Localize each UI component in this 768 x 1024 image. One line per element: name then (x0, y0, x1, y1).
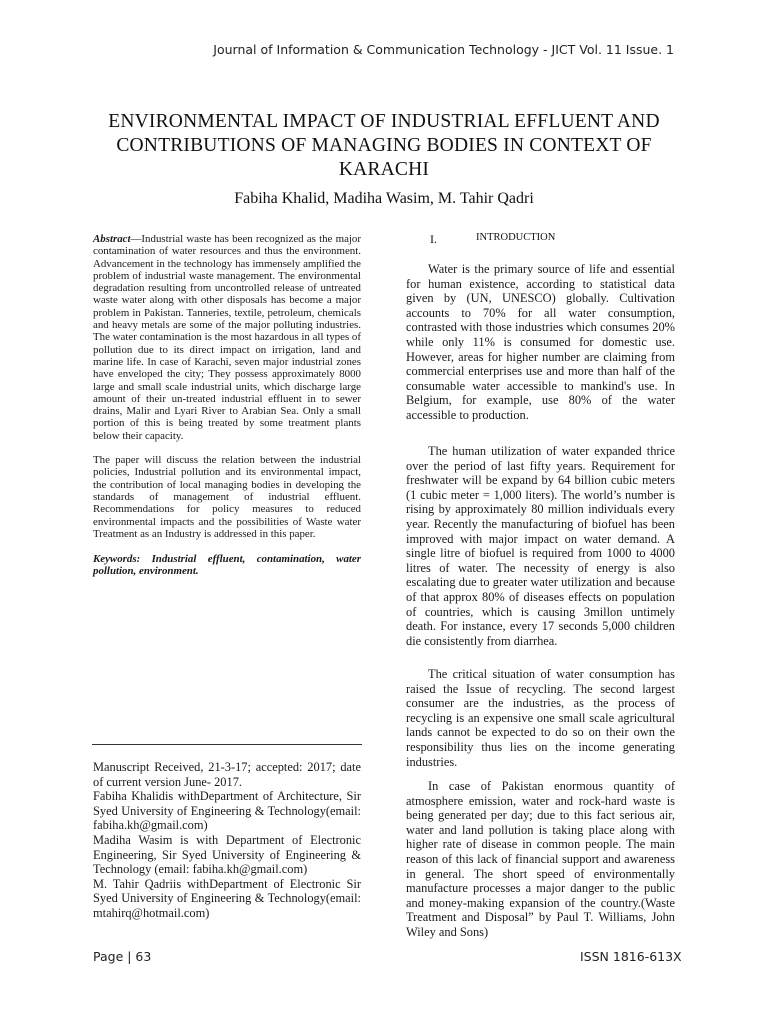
footnote-divider (92, 744, 362, 745)
intro-paragraph-4-text: In case of Pakistan enormous quantity of atmosphere emission, water and rock-hard waste is being generated per day; due to this fact serious air, water and land pollution is taking place along with higher rate of disease in common people. The main reason of this lack of financial support and awareness in general. The short speed of environmentally manufacture processes a major danger to the public and money-making expansion of the country.(Waste Treatment and Disposal” by Paul T. Williams, John Wiley and Sons) (406, 779, 675, 939)
intro-paragraph-1 (406, 262, 675, 423)
section-number: I. (430, 232, 437, 246)
intro-paragraph-3-text: The critical situation of water consumption has raised the Issue of recycling. The second largest consumer are the industries, as the process of recycling is an expensive one small scale agricultural lands cannot be expected to do so on their own the responsibility thus lies on the income generating industries. (406, 667, 675, 769)
intro-paragraph-3 (406, 667, 675, 769)
issn: ISSN 1816-613X (580, 949, 682, 964)
journal-header: Journal of Information & Communication Technology - JICT Vol. 11 Issue. 1 (213, 42, 674, 57)
abstract-text-1: Industrial waste has been recognized as the major contamination of water resources and thus the environment. Advancement in the technology has immensely amplified the problem of industrial waste management. The environmental degradation resulting from uncontrolled release of untreated waste water along with other disposals has become a major problem in Pakistan. Tanneries, textile, petroleum, chemicals and heavy metals are some of the major polluting industries. The water contamination is the most hazardous in all types of pollution due to its direct impact on irrigation, land and marine life. In case of Karachi, seven major industrial zones have enveloped the city; They possess approximately 8000 large and small scale industrial units, which discharge large amount of their un-treated industrial effluent in to sewer drains, Malir and Lyari River to Arabian Sea. Only a small portion of this is being treated by some treatment plants below their capacity. (93, 233, 361, 442)
footnotes (93, 760, 361, 921)
footnote-author-1: Fabiha Khalidis withDepartment of Architecture, Sir Syed University of Engineering & Technology(email: fabiha.kh@gmail.com) (93, 789, 361, 833)
abstract-dash: — (130, 233, 142, 245)
intro-paragraph-4 (406, 779, 675, 940)
intro-paragraph-2 (406, 444, 675, 648)
footnote-author-2: Madiha Wasim is with Department of Electronic Engineering, Sir Syed University of Engineering & Technology (email: fabiha.kh@gmail.com) (93, 832, 361, 877)
abstract-label: Abstract (93, 233, 131, 245)
footnote-author-3: M. Tahir Qadriis withDepartment of Electronic Sir Syed University of Engineering & Technology(email: mtahirq@hotmail.com) (93, 876, 361, 920)
author-list: Fabiha Khalid, Madiha Wasim, M. Tahir Qadri (234, 190, 534, 207)
intro-paragraph-1-text: Water is the primary source of life and essential for human existence, according to statistical data given by (UN, UNESCO) globally. Cultivation accounts to 70% for all water consumption, contrasted with those industries which consumes 20% while only 11% is consumed for domestic use. However, areas for higher number are claiming from commercial enterprises use and more than half of the consumable water accessible to mankind's use. In Belgium, for example, use 80% of the water accessible to production. (406, 262, 675, 422)
paper-title: ENVIRONMENTAL IMPACT OF INDUSTRIAL EFFLUENT AND CONTRIBUTIONS OF MANAGING BODIES IN CONTEXT OF KARACHI (108, 111, 660, 180)
intro-paragraph-2-text: The human utilization of water expanded thrice over the period of last fifty years. Requirement for freshwater will be expand by 64 billion cubic meters (1 cubic meter = 1,000 liters). The world’s number is rising by approximately 80 million individuals every year. Recently the manufacturing of biofuel has been improved with major impact on water demand. A single litre of biofuel is required from 1000 to 4000 litres of water. The necessity of energy is also escalating due to greater water utilization and because of that approx 80% of diseases effects on population of countries, which is causing 3millon untimely death. For instance, every 17 seconds 5,000 children die consistently from diarrhea. (406, 444, 675, 648)
page-number: Page | 63 (93, 949, 152, 964)
keywords: Keywords: Industrial effluent, contamination, water pollution, environment. (93, 553, 361, 578)
abstract (93, 233, 361, 578)
section-title: INTRODUCTION (476, 232, 556, 243)
footnote-manuscript: Manuscript Received, 21-3-17; accepted: 2017; date of current version June- 2017. (93, 760, 361, 789)
abstract-paragraph-1 (93, 233, 361, 442)
abstract-paragraph-2: The paper will discuss the relation between the industrial policies, Industrial pollution and its environmental impact, the contribution of local managing bodies in developing the standards of management of industrial effluent. Recommendations for policy measures to reduced environmental impacts and the possibilities of Waste water Treatment as an Industry is addressed in this paper. (93, 454, 361, 540)
